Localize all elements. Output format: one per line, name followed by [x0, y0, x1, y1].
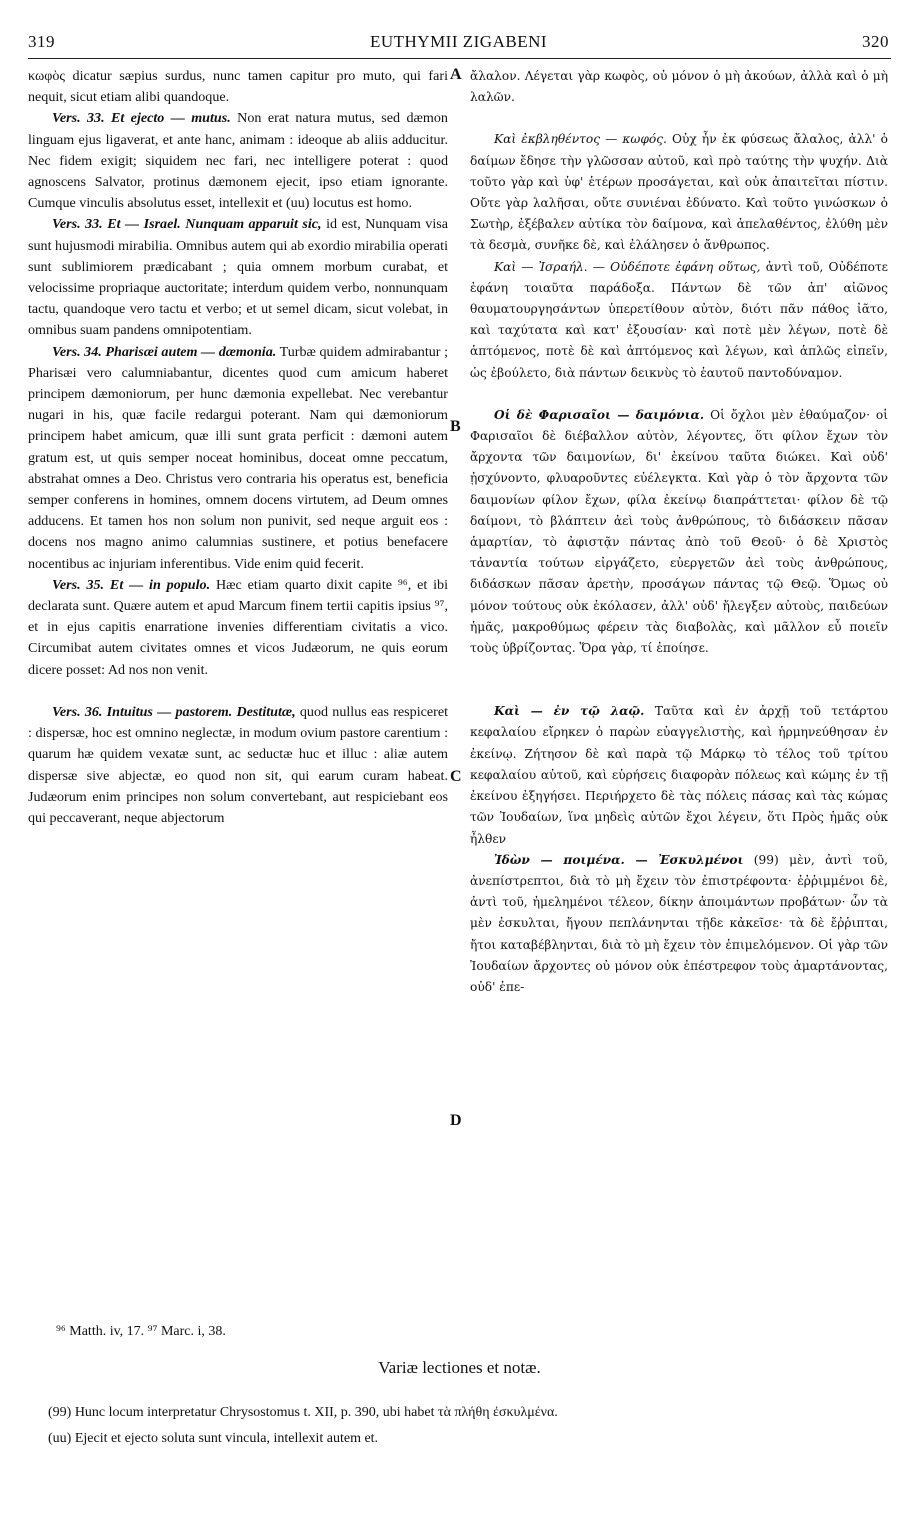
latin-paragraph: κωφὸς dicatur sæpius surdus, nunc tamen capitur pro muto, qui fari nequit, sicut etiam alibi quandoque.	[28, 68, 448, 106]
margin-marker-c: C	[450, 768, 462, 785]
paragraph-text: Hæc etiam quarto dixit capite ⁹⁶, et ibi declarata sunt. Quære autem et apud Marcum finem tertii capitis ipsius ⁹⁷, et in ejus capitis enarratione invenies differentiam civitatis a vico. Circumibat autem civitates omnes et vicos Judæorum, ne quis eorum dicere posset: Ad nos non venit.	[28, 576, 448, 678]
paragraph-text: id est, Nunquam visa sunt hujusmodi mirabilia. Omnibus autem qui ab exordio mirabilia operati sunt sublimiorem prædicabant ; quia omnem morbum curabat, et velocissime propriaque auctoritate; interdum quidem verbo, nonnunquam tactu, quandoque vero tactu et verbo; et ut semel dicam, sicut volebat, in omnibus suam pandens omnipotentiam.	[28, 216, 449, 339]
greek-column	[470, 66, 888, 998]
margin-marker-b: B	[450, 418, 461, 435]
running-header	[28, 32, 889, 56]
latin-paragraph	[28, 214, 448, 341]
margin-marker-d: D	[450, 1112, 462, 1129]
variant-notes	[48, 1400, 879, 1452]
verse-heading: Καὶ — Ἰσραήλ. — Οὐδέποτε ἐφάνη οὕτως,	[494, 259, 761, 274]
note-uu: (uu) Ejecit et ejecto soluta sunt vincula, intellexit autem et.	[48, 1431, 379, 1446]
greek-paragraph	[470, 850, 888, 998]
latin-paragraph	[28, 702, 448, 829]
paragraph-text: ἀντὶ τοῦ, Οὐδέποτε ἐφάνη τοιαῦτα παράδοξα. Πάντων δὲ τῶν ἀπ' αἰῶνος θαυματουργησάντων ὑπερετίθουν αὐτὸν, διότι πᾶν πάθος ἰᾶτο, καὶ ταχύτατα καὶ κατ' ἐξουσίαν· καὶ ποτὲ μὲν λέγων, ποτὲ δὲ ἁπτόμενος, ποτὲ δὲ καὶ ἁπτόμενος καὶ λέγων, καὶ ἁπλῶς εἰπεῖν, ὡς ἐβούλετο, διὰ πάντων δεικνὺς τὸ ἑαυτοῦ παντοδύναμον.	[470, 259, 889, 380]
verse-heading: Vers. 36. Intuitus — pastorem. Destitutæ,	[52, 703, 296, 720]
paragraph-text: quod nullus eas respiceret : dispersæ, hoc est omnino neglectæ, in modum ovium pastore carentium : quarum hæ quidem vexatæ sunt, ac seductæ huc et illuc : aliæ autem dispersæ sive abjectæ, eo quod non sit, qui earum curam habeat. Judæorum enim principes non solum convertebant, aut respiciebant eos qui peccaverant, neque abjectorum	[28, 703, 449, 826]
note-99: (99) Hunc locum interpretatur Chrysostomus t. XII, p. 390, ubi habet τὰ πλήθη ἐσκυλμένα.	[48, 1405, 558, 1420]
running-title: EUTHYMII ZIGABENI	[369, 32, 548, 51]
verse-heading: Vers. 33. Et — Israel. Nunquam apparuit sic,	[52, 216, 322, 233]
greek-paragraph	[470, 257, 888, 384]
spacer	[28, 681, 448, 702]
spacer	[470, 108, 888, 129]
verse-heading: Οἱ δὲ Φαρισαῖοι — δαιμόνια.	[494, 407, 705, 422]
latin-paragraph	[28, 575, 448, 681]
margin-marker-a: A	[450, 66, 462, 83]
page-number-left: 319	[28, 32, 55, 51]
paragraph-text: Non erat natura mutus, sed dæmon linguam ejus ligaverat, et ante hanc, animam : ideoque ab aliis adducitur. Nec fidem exigit; siquidem nec fari, nec intelligere poterat : quod agnoscens Salvator, protinus dæmonem ejecit, ipso etiam ignorante. Cumque vinculis absolutus esset, intellexit et (uu) locutus est homo.	[28, 110, 448, 212]
paragraph-text: Ταῦτα καὶ ἐν ἀρχῇ τοῦ τετάρτου κεφαλαίου εἴρηκεν ὁ παρὼν εὐαγγελιστὴς, καὶ ἡρμηνεύθησαν ἐν ἐκείνῳ. Ζήτησον δὲ καὶ παρὰ τῷ Μάρκῳ τὸ τέλος τοῦ τρίτου κεφαλαίου αὐτοῦ, καὶ εὑρήσεις διαφορὰν πόλεως καὶ κώμης ἐν τῇ ἐκείνου ἐξηγήσει. Περιήρχετο δὲ τὰς πόλεις πάσας καὶ τὰς κώμας τῶν Ἰουδαίων, ἵνα μηδεὶς αὐτῶν ἔχοι λέγειν, ὅτι Πρὸς ἡμᾶς οὐκ ἦλθεν	[470, 704, 888, 846]
greek-paragraph	[470, 701, 888, 849]
greek-paragraph	[470, 405, 888, 659]
verse-heading: Καὶ ἐκβληθέντος — κωφός.	[494, 132, 667, 147]
latin-paragraph	[28, 342, 448, 575]
verse-heading: Vers. 33. Et ejecto — mutus.	[52, 110, 231, 127]
spacer	[470, 384, 888, 405]
latin-column	[28, 66, 448, 829]
footnotes: ⁹⁶ Matth. iv, 17. ⁹⁷ Marc. i, 38.	[56, 1324, 226, 1339]
spacer	[470, 659, 888, 701]
page-number-right: 320	[862, 32, 889, 51]
verse-heading: Καὶ — ἐν τῷ λαῷ.	[494, 704, 645, 719]
paragraph-text: Turbæ quidem admirabantur ; Pharisæi vero calumniabantur, dicentes quod cum amicum haberet principem dæmoniorum, per hunc dæmonia expellebat. Nec verebantur nugari in his, quæ facile redargui poterant. Nam qui dæmoniorum principem habet amicum, quæ illi sunt grata perficit : dæmoni autem gratum est, ut quis semper noceat hominibus, doceat omne peccatum, abstrahat omnes a Deo. Christus vero contraria his operatus est, beneficia semper conferens in homines, omnem docens virtutem, ad Deum omnes adducens. Et tamen hos non solum non punivit, sed neque arguit eos : docens nos magno animo calumnias sustinere, et potius benefacere nocentibus ac injuriam inferentibus. Vide enim quid fecerit.	[28, 343, 449, 572]
greek-paragraph: ἄλαλον. Λέγεται γὰρ κωφὸς, οὐ μόνον ὁ μὴ ἀκούων, ἀλλὰ καὶ ὁ μὴ λαλῶν.	[470, 69, 888, 105]
header-rule	[28, 58, 891, 59]
verse-heading: Vers. 34. Pharisæi autem — dæmonia.	[52, 343, 277, 360]
paragraph-text: Οὐχ ἦν ἐκ φύσεως ἄλαλος, ἀλλ' ὁ δαίμων ἔδησε τὴν γλῶσσαν αὐτοῦ, καὶ πρὸ ταύτης τὴν ψυχήν. Διὰ τοῦτο γὰρ καὶ ὑφ' ἑτέρων προσάγεται, καὶ οὐκ ἀπαιτεῖται πίστιν. Οὔτε γὰρ λαλῆσαι, οὔτε συνιέναι ἐδύνατο. Καὶ τοῦτο γινώσκων ὁ Σωτὴρ, ἐξέβαλεν αὐτίκα τὸν δαίμονα, καὶ ἀπελαθέντος, ἐλύθη μὲν τὰ δεσμὰ, συνῆκε δὲ, καὶ ἐλάλησεν ὁ ἄνθρωπος.	[470, 132, 888, 253]
verse-heading: Ἰδὼν — ποιμένα. — Ἐσκυλμένοι	[494, 852, 744, 867]
greek-paragraph	[470, 129, 888, 256]
paragraph-text: (99) μὲν, ἀντὶ τοῦ, ἀνεπίστρεπτοι, διὰ τὸ μὴ ἔχειν τὸν ἐπιστρέφοντα· ἐῤῥιμμένοι δὲ, ἀντὶ τοῦ, ἠμελημένοι τέλεον, δίκην ἀποιμάντων προβάτων· ὧν τὰ μὲν ἐσκυλται, ἤγουν πεπλάνηνται τῇδε κἀκεῖσε· τὰ δὲ ἔῤῥιπται, ἤτοι καταβέβληνται, διὰ τὸ μὴ ἔχειν τὸν ἐπιμελόμενον. Οἱ γὰρ τῶν Ἰουδαίων ἄρχοντες οὐ μόνον οὐκ ἐπέστρεφον τοὺς ἁμαρτάνοντας, οὐδ' ἐπε-	[470, 852, 888, 994]
paragraph-text: Οἱ ὄχλοι μὲν ἐθαύμαζον· οἱ Φαρισαῖοι δὲ διέβαλλον αὐτὸν, λέγοντες, ὅτι φίλον ἔχων τὸν ἄρχοντα τῶν δαιμονίων, δι' ἐκείνου ταῦτα διώκει. Καὶ οὐδ' ᾐσχύνοντο, φλυαροῦντες εὐέλεγκτα. Καὶ γὰρ ὁ τὸν ἄρχοντα τῶν δαιμονίων φίλον ἔχων, φίλα ἐκείνῳ διαπράττεται· φίλον δὲ τῷ δαίμονι, τὸ βλάπτειν ἀεὶ τοὺς ἀνθρώπους, τὸ διδάσκειν πᾶσαν ἁμαρτίαν, τὸ ἀφιστᾷν πάντας ἀπὸ τοῦ Θεοῦ· ὁ δὲ Χριστὸς τἀναντία τούτων εἰργάζετο, εὐεργετῶν ἀεὶ τοὺς ἀνθρώπους, διδάσκων πᾶσαν ἀρετὴν, προσάγων πάντας τῷ Θεῷ. Ὅμως οὐ μόνον τούτους οὐκ ἐκόλασεν, ἀλλ' οὐδ' ἤλεγξεν αὐτοὺς, παιδεύων ἡμᾶς, μακροθύμως φέρειν τὰς διαβολὰς, καὶ μᾶλλον εὖ ποιεῖν τοὺς ὑβρίζοντας. Ὅρα γὰρ, τί ἐποίησε.	[470, 407, 888, 656]
latin-paragraph	[28, 108, 448, 214]
variae-title: Variæ lectiones et notæ.	[378, 1358, 541, 1377]
verse-heading: Vers. 35. Et — in populo.	[52, 576, 211, 593]
